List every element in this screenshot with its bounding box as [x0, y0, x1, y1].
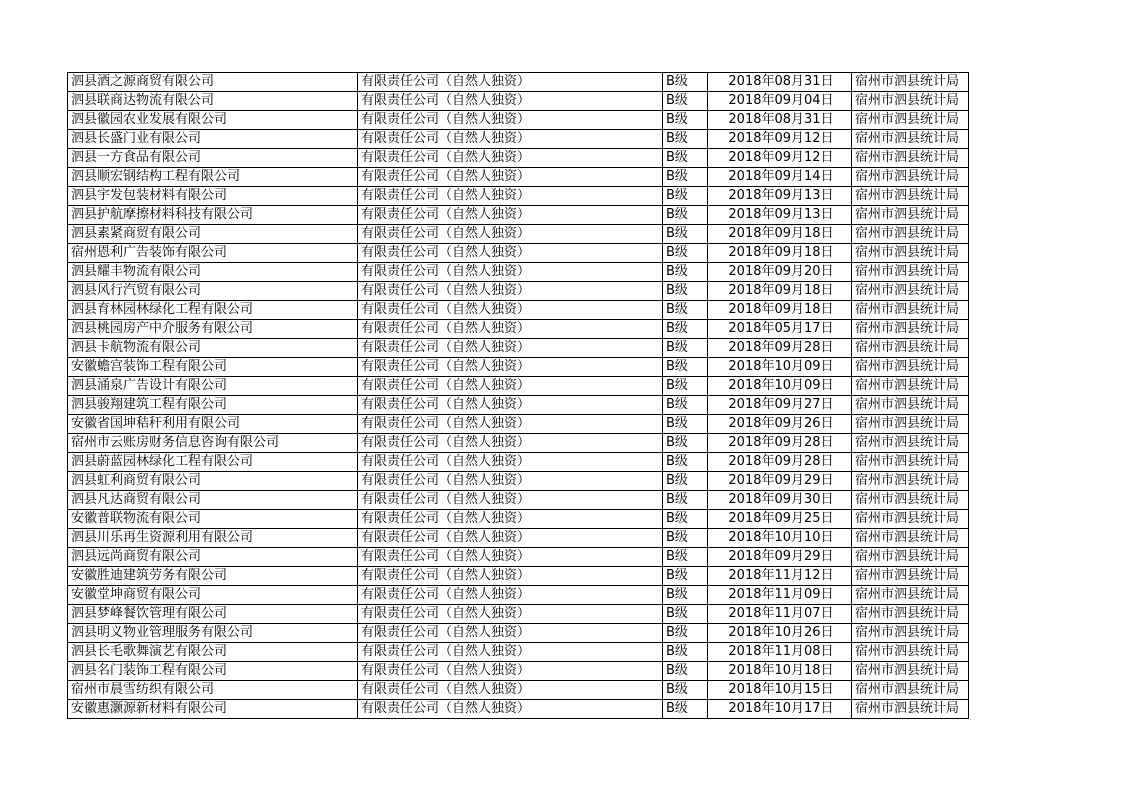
company-type-cell: 有限责任公司（自然人独资） — [358, 548, 663, 567]
rating-date-cell: 2018年11月07日 — [708, 605, 852, 624]
credit-grade-cell: B级 — [663, 301, 708, 320]
company-type-cell: 有限责任公司（自然人独资） — [358, 206, 663, 225]
credit-grade-cell: B级 — [663, 377, 708, 396]
rating-date-cell: 2018年09月26日 — [708, 415, 852, 434]
company-name-cell: 泗县酒之源商贸有限公司 — [68, 73, 358, 92]
authority-cell: 宿州市泗县统计局 — [852, 92, 969, 111]
authority-cell: 宿州市泗县统计局 — [852, 168, 969, 187]
authority-cell: 宿州市泗县统计局 — [852, 548, 969, 567]
table-row — [68, 111, 969, 130]
company-name-cell: 泗县长盛门业有限公司 — [68, 130, 358, 149]
authority-cell: 宿州市泗县统计局 — [852, 339, 969, 358]
rating-date-cell: 2018年09月20日 — [708, 263, 852, 282]
table-row — [68, 510, 969, 529]
company-name-cell: 泗县骏翔建筑工程有限公司 — [68, 396, 358, 415]
table-row — [68, 415, 969, 434]
credit-grade-cell: B级 — [663, 111, 708, 130]
table-row — [68, 225, 969, 244]
company-type-cell: 有限责任公司（自然人独资） — [358, 187, 663, 206]
company-name-cell: 宿州市晨雪纺织有限公司 — [68, 681, 358, 700]
credit-grade-cell: B级 — [663, 700, 708, 719]
company-type-cell: 有限责任公司（自然人独资） — [358, 434, 663, 453]
credit-grade-cell: B级 — [663, 149, 708, 168]
authority-cell: 宿州市泗县统计局 — [852, 510, 969, 529]
authority-cell: 宿州市泗县统计局 — [852, 244, 969, 263]
authority-cell: 宿州市泗县统计局 — [852, 377, 969, 396]
company-type-cell: 有限责任公司（自然人独资） — [358, 472, 663, 491]
company-type-cell: 有限责任公司（自然人独资） — [358, 396, 663, 415]
rating-date-cell: 2018年09月18日 — [708, 244, 852, 263]
rating-date-cell: 2018年09月14日 — [708, 168, 852, 187]
table-row — [68, 377, 969, 396]
credit-grade-cell: B级 — [663, 605, 708, 624]
rating-date-cell: 2018年09月12日 — [708, 130, 852, 149]
company-type-cell: 有限责任公司（自然人独资） — [358, 358, 663, 377]
table-row — [68, 396, 969, 415]
credit-grade-cell: B级 — [663, 548, 708, 567]
credit-grade-cell: B级 — [663, 282, 708, 301]
credit-grade-cell: B级 — [663, 244, 708, 263]
credit-grade-cell: B级 — [663, 358, 708, 377]
rating-date-cell: 2018年09月18日 — [708, 301, 852, 320]
authority-cell: 宿州市泗县统计局 — [852, 491, 969, 510]
company-type-cell: 有限责任公司（自然人独资） — [358, 681, 663, 700]
table-row — [68, 624, 969, 643]
authority-cell: 宿州市泗县统计局 — [852, 643, 969, 662]
company-type-cell: 有限责任公司（自然人独资） — [358, 73, 663, 92]
credit-grade-cell: B级 — [663, 415, 708, 434]
credit-grade-cell: B级 — [663, 320, 708, 339]
company-type-cell: 有限责任公司（自然人独资） — [358, 377, 663, 396]
rating-date-cell: 2018年11月08日 — [708, 643, 852, 662]
credit-grade-cell: B级 — [663, 130, 708, 149]
credit-grade-cell: B级 — [663, 206, 708, 225]
company-name-cell: 泗县育林园林绿化工程有限公司 — [68, 301, 358, 320]
authority-cell: 宿州市泗县统计局 — [852, 263, 969, 282]
table-row — [68, 548, 969, 567]
rating-date-cell: 2018年09月04日 — [708, 92, 852, 111]
rating-date-cell: 2018年09月28日 — [708, 453, 852, 472]
rating-date-cell: 2018年10月15日 — [708, 681, 852, 700]
company-type-cell: 有限责任公司（自然人独资） — [358, 453, 663, 472]
authority-cell: 宿州市泗县统计局 — [852, 453, 969, 472]
credit-grade-cell: B级 — [663, 434, 708, 453]
authority-cell: 宿州市泗县统计局 — [852, 529, 969, 548]
company-type-cell: 有限责任公司（自然人独资） — [358, 282, 663, 301]
table-row — [68, 301, 969, 320]
credit-grade-cell: B级 — [663, 586, 708, 605]
authority-cell: 宿州市泗县统计局 — [852, 130, 969, 149]
authority-cell: 宿州市泗县统计局 — [852, 605, 969, 624]
table-row — [68, 643, 969, 662]
table-row — [68, 472, 969, 491]
rating-date-cell: 2018年09月29日 — [708, 548, 852, 567]
credit-grade-cell: B级 — [663, 453, 708, 472]
company-type-cell: 有限责任公司（自然人独资） — [358, 624, 663, 643]
company-name-cell: 泗县桃园房产中介服务有限公司 — [68, 320, 358, 339]
company-type-cell: 有限责任公司（自然人独资） — [358, 301, 663, 320]
authority-cell: 宿州市泗县统计局 — [852, 662, 969, 681]
credit-grade-cell: B级 — [663, 491, 708, 510]
table-row — [68, 491, 969, 510]
company-name-cell: 安徽胜迪建筑劳务有限公司 — [68, 567, 358, 586]
company-name-cell: 泗县长毛歌舞演艺有限公司 — [68, 643, 358, 662]
company-name-cell: 泗县耀丰物流有限公司 — [68, 263, 358, 282]
company-type-cell: 有限责任公司（自然人独资） — [358, 567, 663, 586]
company-name-cell: 安徽蟾宫装饰工程有限公司 — [68, 358, 358, 377]
credit-grade-cell: B级 — [663, 168, 708, 187]
authority-cell: 宿州市泗县统计局 — [852, 681, 969, 700]
company-name-cell: 泗县联商达物流有限公司 — [68, 92, 358, 111]
authority-cell: 宿州市泗县统计局 — [852, 225, 969, 244]
company-name-cell: 泗县明义物业管理服务有限公司 — [68, 624, 358, 643]
rating-date-cell: 2018年11月09日 — [708, 586, 852, 605]
company-type-cell: 有限责任公司（自然人独资） — [358, 339, 663, 358]
table-row — [68, 149, 969, 168]
rating-date-cell: 2018年08月31日 — [708, 111, 852, 130]
credit-grade-cell: B级 — [663, 73, 708, 92]
rating-date-cell: 2018年09月12日 — [708, 149, 852, 168]
table-row — [68, 339, 969, 358]
authority-cell: 宿州市泗县统计局 — [852, 73, 969, 92]
company-name-cell: 泗县梦峰餐饮管理有限公司 — [68, 605, 358, 624]
table-row — [68, 567, 969, 586]
company-name-cell: 泗县风行汽贸有限公司 — [68, 282, 358, 301]
credit-grade-cell: B级 — [663, 187, 708, 206]
company-type-cell: 有限责任公司（自然人独资） — [358, 529, 663, 548]
company-type-cell: 有限责任公司（自然人独资） — [358, 320, 663, 339]
authority-cell: 宿州市泗县统计局 — [852, 149, 969, 168]
table-row — [68, 529, 969, 548]
credit-grade-cell: B级 — [663, 567, 708, 586]
credit-grade-cell: B级 — [663, 339, 708, 358]
company-name-cell: 安徽普联物流有限公司 — [68, 510, 358, 529]
authority-cell: 宿州市泗县统计局 — [852, 415, 969, 434]
rating-date-cell: 2018年09月13日 — [708, 187, 852, 206]
company-name-cell: 泗县顺宏钢结构工程有限公司 — [68, 168, 358, 187]
table-row — [68, 73, 969, 92]
credit-grade-cell: B级 — [663, 263, 708, 282]
company-type-cell: 有限责任公司（自然人独资） — [358, 605, 663, 624]
table-row — [68, 244, 969, 263]
company-type-cell: 有限责任公司（自然人独资） — [358, 415, 663, 434]
credit-grade-cell: B级 — [663, 681, 708, 700]
table-row — [68, 605, 969, 624]
company-type-cell: 有限责任公司（自然人独资） — [358, 510, 663, 529]
rating-date-cell: 2018年10月09日 — [708, 358, 852, 377]
authority-cell: 宿州市泗县统计局 — [852, 111, 969, 130]
rating-date-cell: 2018年09月13日 — [708, 206, 852, 225]
rating-date-cell: 2018年11月12日 — [708, 567, 852, 586]
company-type-cell: 有限责任公司（自然人独资） — [358, 92, 663, 111]
table-row — [68, 453, 969, 472]
table-row — [68, 434, 969, 453]
company-name-cell: 宿州市云账房财务信息咨询有限公司 — [68, 434, 358, 453]
authority-cell: 宿州市泗县统计局 — [852, 206, 969, 225]
credit-grade-cell: B级 — [663, 624, 708, 643]
table-row — [68, 320, 969, 339]
rating-date-cell: 2018年09月28日 — [708, 434, 852, 453]
company-type-cell: 有限责任公司（自然人独资） — [358, 130, 663, 149]
company-type-cell: 有限责任公司（自然人独资） — [358, 149, 663, 168]
company-name-cell: 安徽惠灏源新材料有限公司 — [68, 700, 358, 719]
table-row — [68, 168, 969, 187]
rating-date-cell: 2018年08月31日 — [708, 73, 852, 92]
rating-date-cell: 2018年10月26日 — [708, 624, 852, 643]
company-type-cell: 有限责任公司（自然人独资） — [358, 700, 663, 719]
authority-cell: 宿州市泗县统计局 — [852, 358, 969, 377]
company-name-cell: 泗县蔚蓝园林绿化工程有限公司 — [68, 453, 358, 472]
rating-date-cell: 2018年09月18日 — [708, 282, 852, 301]
company-name-cell: 泗县川乐再生资源利用有限公司 — [68, 529, 358, 548]
company-name-cell: 泗县徽园农业发展有限公司 — [68, 111, 358, 130]
company-name-cell: 泗县远尚商贸有限公司 — [68, 548, 358, 567]
table-row — [68, 206, 969, 225]
company-name-cell: 泗县卡航物流有限公司 — [68, 339, 358, 358]
rating-date-cell: 2018年10月17日 — [708, 700, 852, 719]
company-type-cell: 有限责任公司（自然人独资） — [358, 491, 663, 510]
table-row — [68, 130, 969, 149]
company-type-cell: 有限责任公司（自然人独资） — [358, 263, 663, 282]
company-name-cell: 泗县护航摩擦材料科技有限公司 — [68, 206, 358, 225]
rating-date-cell: 2018年10月10日 — [708, 529, 852, 548]
table-row — [68, 358, 969, 377]
table-row — [68, 586, 969, 605]
credit-grade-cell: B级 — [663, 662, 708, 681]
authority-cell: 宿州市泗县统计局 — [852, 700, 969, 719]
company-name-cell: 安徽省国坤秸秆利用有限公司 — [68, 415, 358, 434]
credit-grade-cell: B级 — [663, 472, 708, 491]
table-row — [68, 681, 969, 700]
company-name-cell: 泗县名门装饰工程有限公司 — [68, 662, 358, 681]
authority-cell: 宿州市泗县统计局 — [852, 434, 969, 453]
authority-cell: 宿州市泗县统计局 — [852, 586, 969, 605]
authority-cell: 宿州市泗县统计局 — [852, 624, 969, 643]
credit-grade-cell: B级 — [663, 510, 708, 529]
company-name-cell: 泗县涌泉广告设计有限公司 — [68, 377, 358, 396]
rating-date-cell: 2018年09月29日 — [708, 472, 852, 491]
authority-cell: 宿州市泗县统计局 — [852, 301, 969, 320]
rating-date-cell: 2018年09月28日 — [708, 339, 852, 358]
company-type-cell: 有限责任公司（自然人独资） — [358, 111, 663, 130]
company-type-cell: 有限责任公司（自然人独资） — [358, 586, 663, 605]
rating-date-cell: 2018年09月27日 — [708, 396, 852, 415]
company-name-cell: 泗县虹利商贸有限公司 — [68, 472, 358, 491]
company-type-cell: 有限责任公司（自然人独资） — [358, 643, 663, 662]
company-name-cell: 安徽堂坤商贸有限公司 — [68, 586, 358, 605]
company-type-cell: 有限责任公司（自然人独资） — [358, 225, 663, 244]
authority-cell: 宿州市泗县统计局 — [852, 320, 969, 339]
credit-grade-cell: B级 — [663, 92, 708, 111]
company-name-cell: 宿州恩利广告装饰有限公司 — [68, 244, 358, 263]
authority-cell: 宿州市泗县统计局 — [852, 472, 969, 491]
company-name-cell: 泗县一方食品有限公司 — [68, 149, 358, 168]
table-row — [68, 662, 969, 681]
rating-date-cell: 2018年09月30日 — [708, 491, 852, 510]
company-type-cell: 有限责任公司（自然人独资） — [358, 168, 663, 187]
rating-date-cell: 2018年09月25日 — [708, 510, 852, 529]
table-row — [68, 700, 969, 719]
table-row — [68, 92, 969, 111]
rating-date-cell: 2018年09月18日 — [708, 225, 852, 244]
rating-date-cell: 2018年05月17日 — [708, 320, 852, 339]
company-name-cell: 泗县素紧商贸有限公司 — [68, 225, 358, 244]
authority-cell: 宿州市泗县统计局 — [852, 567, 969, 586]
table-row — [68, 263, 969, 282]
credit-grade-cell: B级 — [663, 643, 708, 662]
authority-cell: 宿州市泗县统计局 — [852, 187, 969, 206]
credit-grade-cell: B级 — [663, 225, 708, 244]
credit-grade-cell: B级 — [663, 529, 708, 548]
rating-date-cell: 2018年10月09日 — [708, 377, 852, 396]
table-row — [68, 187, 969, 206]
company-table — [67, 72, 969, 719]
credit-grade-cell: B级 — [663, 396, 708, 415]
authority-cell: 宿州市泗县统计局 — [852, 396, 969, 415]
authority-cell: 宿州市泗县统计局 — [852, 282, 969, 301]
company-table-body — [68, 73, 969, 719]
company-name-cell: 泗县凡达商贸有限公司 — [68, 491, 358, 510]
company-name-cell: 泗县宇发包装材料有限公司 — [68, 187, 358, 206]
company-type-cell: 有限责任公司（自然人独资） — [358, 662, 663, 681]
company-type-cell: 有限责任公司（自然人独资） — [358, 244, 663, 263]
rating-date-cell: 2018年10月18日 — [708, 662, 852, 681]
table-row — [68, 282, 969, 301]
